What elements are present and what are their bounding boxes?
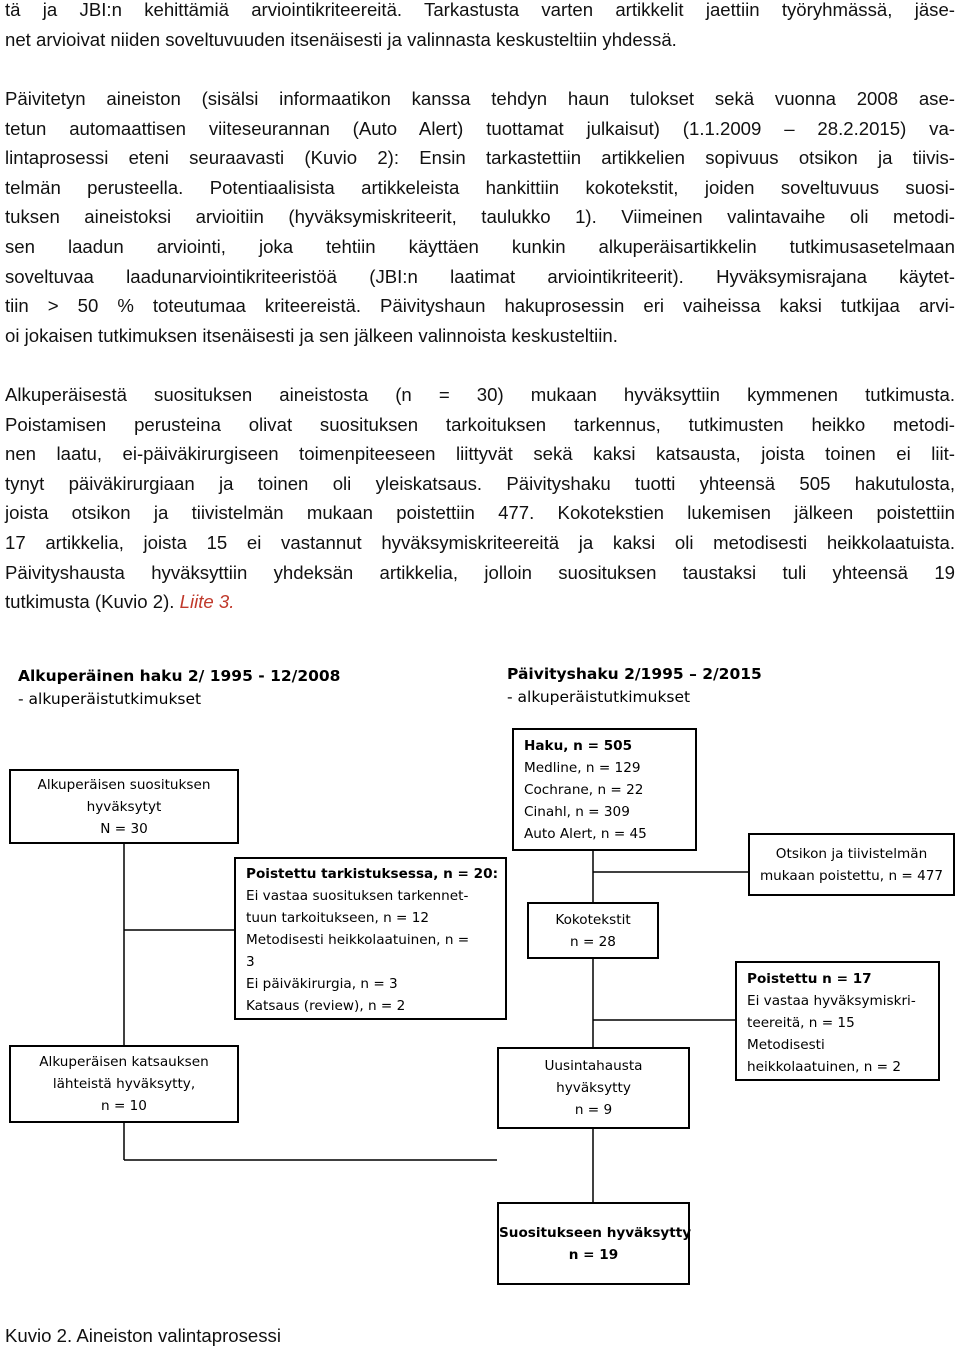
text-line: soveltuvaa laadunarviointikriteeristöä (JBI:n laatimat arviointikriteerit). Hyväksymisrajana käytet- (5, 265, 955, 287)
box-line: teereitä, n = 15 (747, 1015, 855, 1031)
title-abstract-removed-box (748, 833, 955, 896)
box-line: Suositukseen hyväksytty (499, 1224, 692, 1241)
box-line: hyväksytty (556, 1080, 631, 1096)
heading-subtitle: - alkuperäistutkimukset (507, 688, 691, 706)
text-line: Alkuperäisestä suosituksen aineistosta (n = 30) mukaan hyväksyttiin kymmenen tutkimusta. (5, 384, 955, 405)
heading-title: Alkuperäinen haku 2/ 1995 - 12/2008 (18, 667, 341, 685)
text-line: sen laadun arviointi, joka tehtiin käyttäen kunkin alkuperäisartikkelin tutkimusasetelmaan (5, 235, 955, 257)
box-line: heikkolaatuinen, n = 2 (747, 1059, 902, 1075)
box-line: Ei päiväkirurgia, n = 3 (246, 976, 398, 992)
box-line: hyväksytyt (86, 798, 162, 815)
box-line: Uusintahausta (544, 1058, 643, 1074)
box-line: Otsikon ja tiivistelmän (775, 845, 928, 862)
box-line: 3 (246, 954, 255, 970)
final-accepted-box (497, 1202, 690, 1285)
box-title: Poistettu n = 17 (747, 971, 872, 987)
box-line: Alkuperäisen suosituksen (37, 776, 211, 793)
removed-17-box (735, 961, 940, 1081)
text-line: telmän perusteella. Potentiaalisista artikkeleista hankittiin kokotekstit, joiden soveltuvuus suosi- (5, 176, 955, 198)
text-line: Poistamisen perusteina olivat suosituksen tarkoituksen tarkennus, tutkimusten heikko metodi- (5, 413, 955, 435)
original-search-heading (18, 665, 340, 711)
update-search-heading (507, 663, 762, 709)
box-line: mukaan poistettu, n = 477 (759, 867, 944, 884)
text-line: oi jokaisen tutkimuksen itsenäisesti ja sen jälkeen valinnoista keskusteltiin. (5, 324, 618, 346)
box-line: Auto Alert, n = 45 (524, 826, 647, 842)
text-line: 17 artikkelia, joista 15 ei vastannut hyväksymiskriteereitä ja kaksi oli metodisesti heikkolaatuista. (5, 531, 955, 553)
box-line: lähteistä hyväksytty, (52, 1076, 196, 1092)
text-line: Päivitetyn aineiston (sisälsi informaatikon kanssa tehdyn haun tulokset sekä vuonna 2008 ase- (5, 88, 955, 109)
appendix-link[interactable]: Liite 3. (179, 591, 235, 613)
figure-caption: Kuvio 2. Aineiston valintaprosessi (5, 1325, 281, 1346)
box-line: Ei vastaa suosituksen tarkennet- (246, 888, 469, 904)
text-line: lintaprosessi eteni seuraavasti (Kuvio 2): Ensin tarkastettiin artikkelien sopivuus otsikon ja tiivis- (5, 147, 955, 169)
box-line: Alkuperäisen katsauksen (39, 1054, 209, 1070)
search-results-box (512, 728, 697, 851)
box-title: Haku, n = 505 (524, 738, 633, 754)
text-line: Päivityshausta hyväksyttiin yhdeksän artikkelia, jolloin suosituksen taustaksi tuli yhteensä 19 (5, 561, 955, 583)
removed-in-review-box (234, 857, 507, 1020)
heading-title: Päivityshaku 2/1995 – 2/2015 (507, 665, 762, 683)
box-line: Metodisesti heikkolaatuinen, n = (246, 932, 470, 948)
text-line: tä ja JBI:n kehittämiä arviointikriteereitä. Tarkastusta varten artikkelit jaettiin työryhmässä, jäse- (5, 0, 955, 20)
original-accepted-box (9, 769, 239, 844)
box-title: Poistettu tarkistuksessa, n = 20: (246, 866, 499, 882)
text-line: net arvioivat niiden soveltuvuuden itsenäisesti ja valinnasta keskusteltiin yhdessä. (5, 28, 677, 50)
text-line: tiin > 50 % toteutumaa kriteereistä. Päivityshaun hakuprosessin eri vaiheissa kaksi tutkijaa arvi- (5, 295, 955, 317)
box-line: N = 30 (100, 820, 148, 837)
text-line: tuksen aineistoksi arvioitiin (hyväksymiskriteerit, taulukko 1). Viimeinen valintavaihe oli metodi- (5, 206, 955, 228)
box-line: Kokotekstit (555, 911, 631, 928)
box-line: Cochrane, n = 22 (524, 782, 644, 798)
text-line: tetun automaattisen viiteseurannan (Auto Alert) tuottamat julkaisut) (1.1.2009 – 28.2.2015) va- (5, 117, 955, 139)
text-line-content: tutkimusta (Kuvio 2). (5, 591, 175, 613)
text-line: tynyt päiväkirurgiaan ja toinen oli yleiskatsaus. Päivityshaku tuotti yhteensä 505 hakutulosta, (5, 472, 955, 494)
fulltext-box (527, 902, 659, 959)
box-line: Katsaus (review), n = 2 (246, 998, 406, 1014)
box-line: Cinahl, n = 309 (524, 804, 630, 820)
box-line: Metodisesti (747, 1037, 825, 1053)
box-line: n = 9 (574, 1102, 613, 1118)
review-sources-box (9, 1045, 239, 1123)
heading-subtitle: - alkuperäistutkimukset (18, 690, 202, 708)
text-line: nen laatu, ei-päiväkirurgiseen toimenpiteeseen liittyvät sekä kaksi katsausta, joista toinen ei liit- (5, 443, 955, 465)
box-line: Ei vastaa hyväksymiskri- (747, 993, 916, 1009)
update-accepted-box (497, 1047, 690, 1129)
box-line: n = 10 (101, 1098, 147, 1114)
box-line: n = 19 (568, 1246, 619, 1263)
box-line: tuun tarkoitukseen, n = 12 (246, 910, 430, 926)
text-line: joista otsikon ja tiivistelmän mukaan poistettiin 477. Kokotekstien lukemisen jälkeen poistettiin (5, 502, 955, 524)
box-line: Medline, n = 129 (524, 760, 641, 776)
box-line: n = 28 (570, 933, 616, 950)
